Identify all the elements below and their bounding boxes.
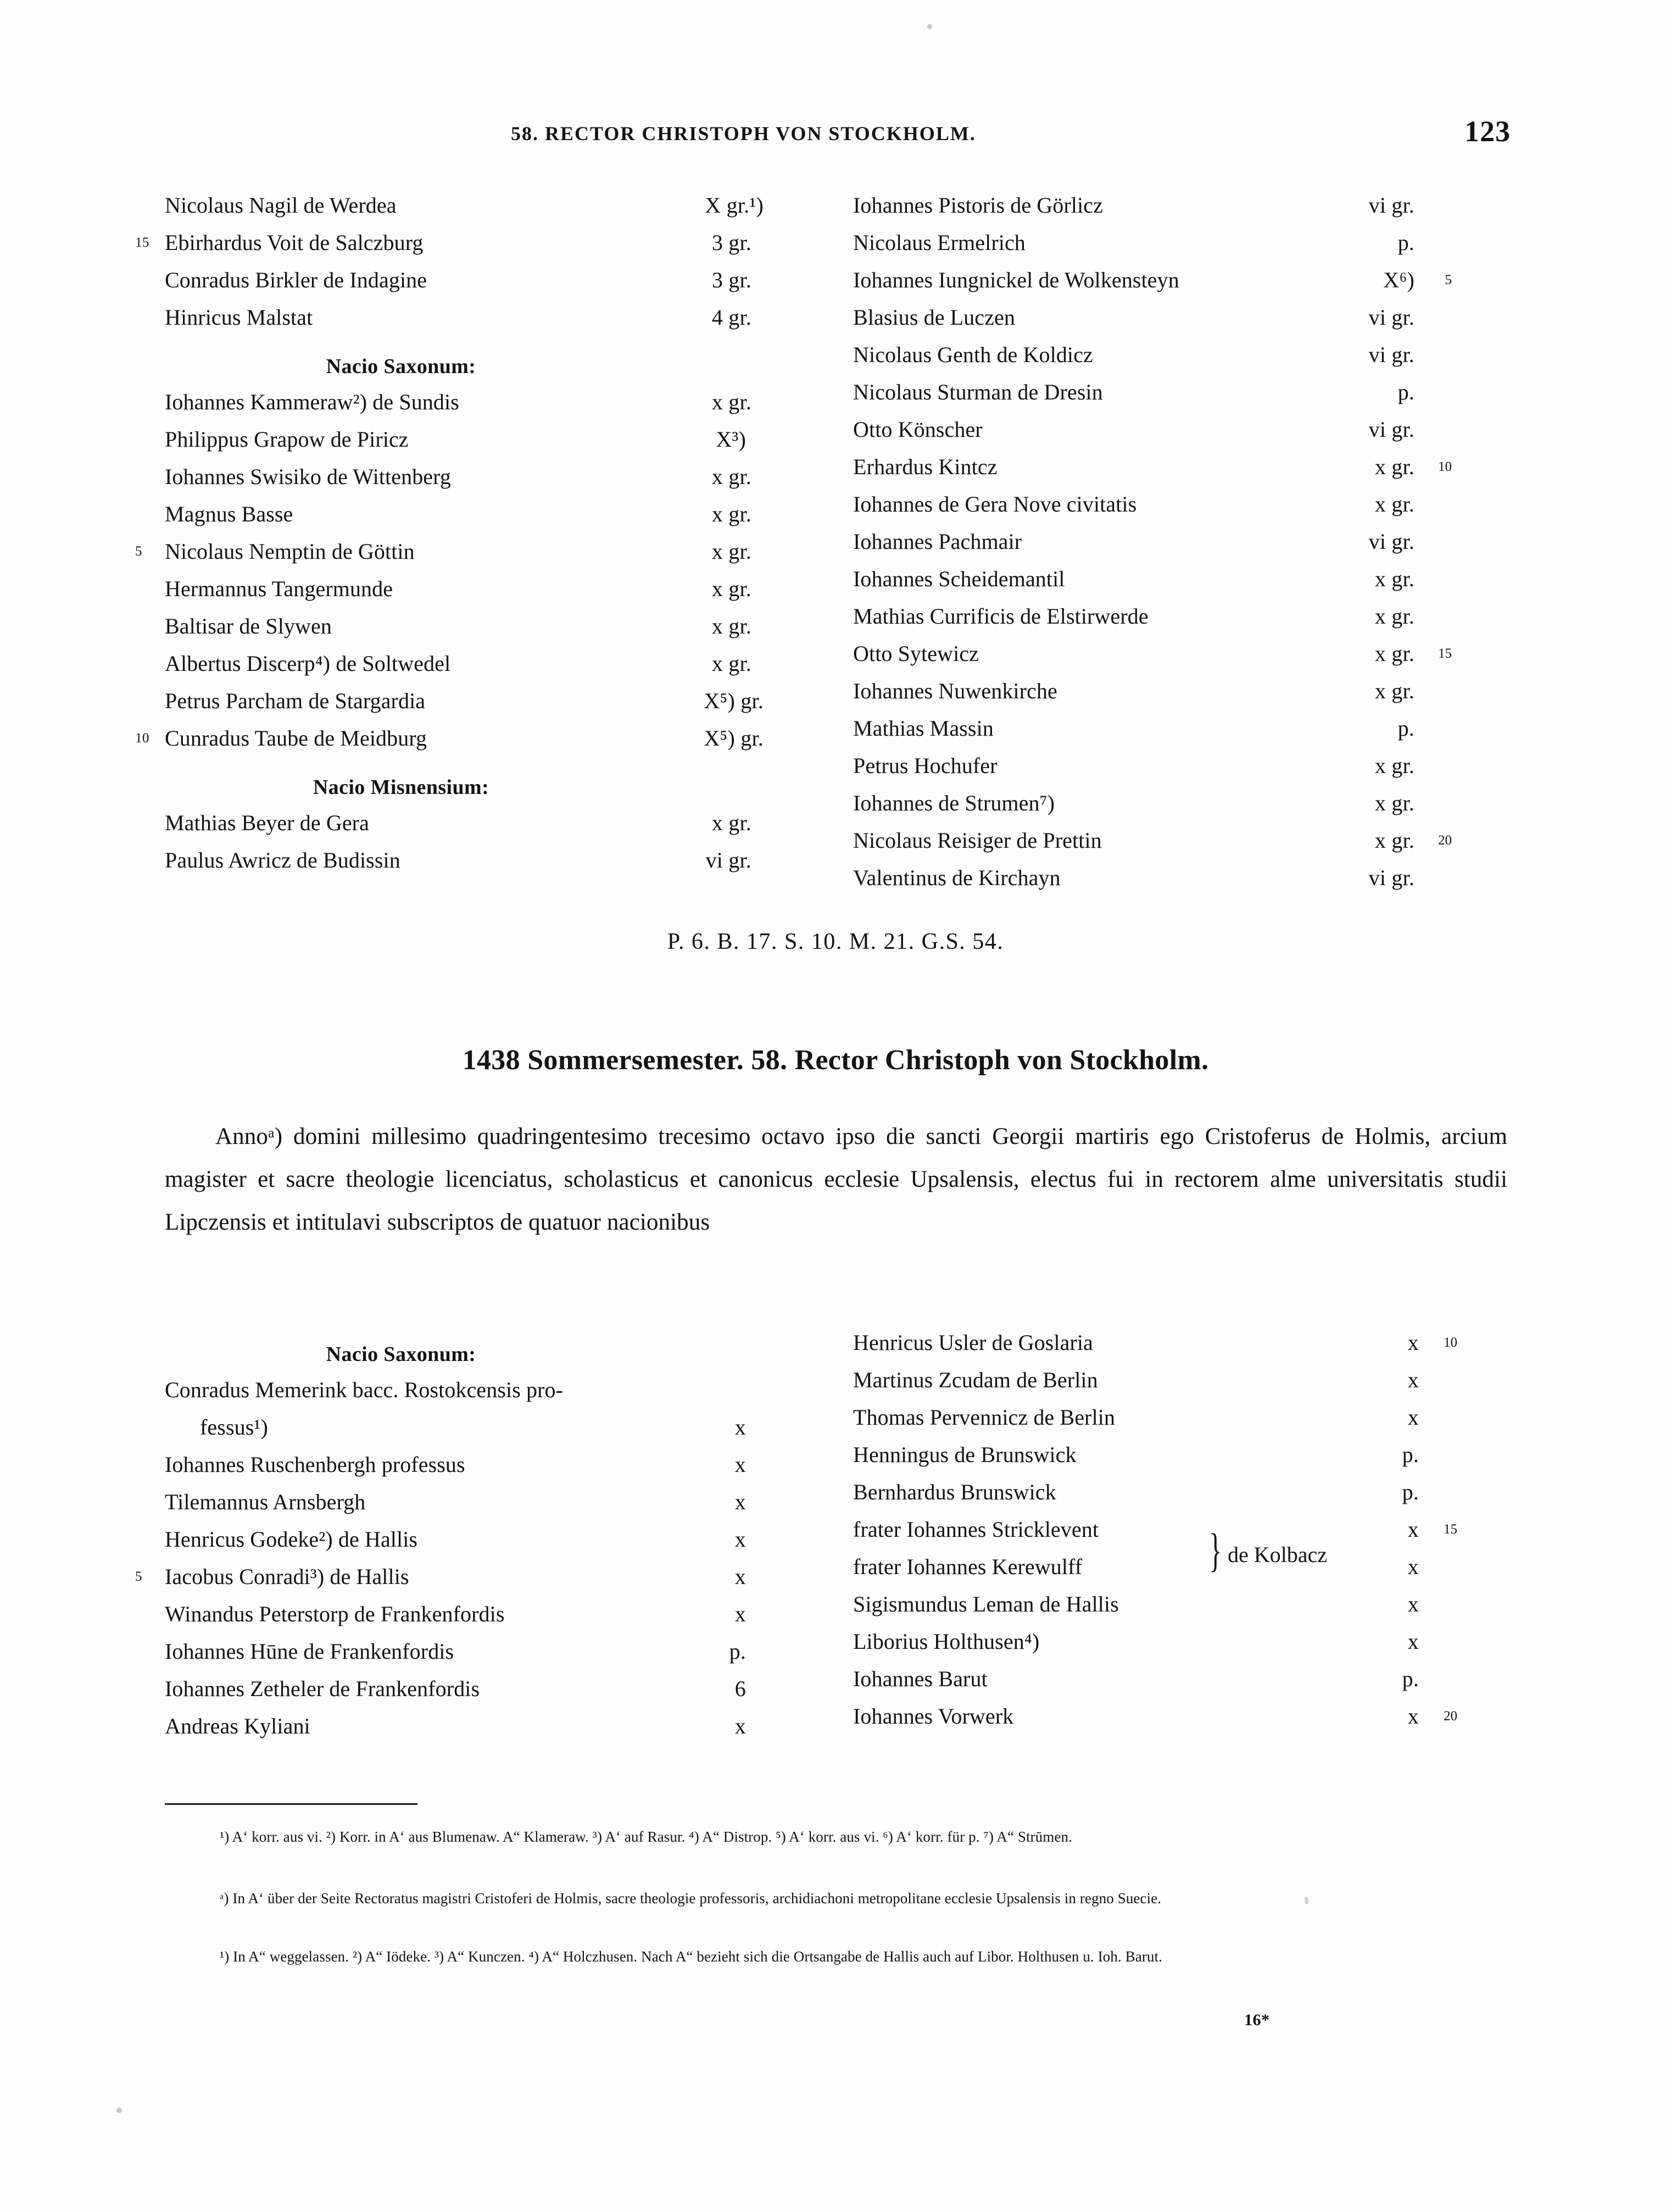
entry-name: Paulus Awricz de Budissin	[165, 848, 400, 872]
nacio-heading-saxonum: Nacio Saxonum:	[326, 355, 476, 378]
entry-amount: x	[734, 1452, 746, 1477]
entry-amount: x	[734, 1564, 746, 1589]
line-number: 5	[135, 1569, 142, 1584]
register-row	[165, 1670, 818, 1708]
entry-name: Nicolaus Reisiger de Prettin	[853, 828, 1102, 853]
line-number: 20	[1444, 1709, 1457, 1724]
register-row	[853, 747, 1507, 785]
entry-name: Hinricus Malstat	[165, 305, 313, 330]
entry-amount: p.	[1402, 1480, 1419, 1504]
entry-amount: vi gr.	[1368, 305, 1414, 330]
entry-amount: 3 gr.	[711, 230, 751, 255]
register-row	[165, 1633, 818, 1670]
line-number: 10	[135, 731, 149, 746]
entry-name: Iohannes Ruschenbergh professus	[165, 1452, 465, 1477]
register-row	[165, 187, 813, 224]
entry-amount: x	[734, 1527, 746, 1552]
entry-name: Mathias Beyer de Gera	[165, 810, 369, 835]
register-row	[165, 384, 813, 421]
register-row	[853, 635, 1507, 673]
entry-name: Iohannes Scheidemantil	[853, 566, 1065, 591]
entry-amount: x	[1407, 1517, 1419, 1542]
line-number: 20	[1438, 833, 1452, 848]
register-row	[853, 822, 1507, 859]
register-row	[165, 1708, 818, 1745]
register1-left-column	[135, 187, 813, 879]
entry-amount: 6	[734, 1676, 746, 1701]
entry-amount: x	[734, 1714, 746, 1738]
register-row	[135, 533, 813, 570]
register-row	[165, 1596, 818, 1633]
register-row	[853, 1474, 1507, 1511]
register-row	[853, 1361, 1507, 1399]
entry-name: Liborius Holthusen⁴)	[853, 1629, 1040, 1654]
entry-name: Magnus Basse	[165, 502, 293, 526]
line-number: 15	[135, 235, 149, 250]
paragraph-text: Annoᵃ) domini millesimo quadringentesimo trecesimo octavo ipso die sancti Georgii martiris ego Cristoferus de Holmis, arcium magister et sacre theologie licenciatus, scholasticus et canonicus ecclesie Upsalensis, electus fui in rectorem alme universitatis studii Lipczensis et intitulavi subscriptos de quatuor nacionibus	[165, 1124, 1507, 1235]
entry-amount: x gr.	[711, 464, 751, 489]
entry-name: Nicolaus Nagil de Werdea	[165, 193, 397, 218]
entry-name: Thomas Pervennicz de Berlin	[853, 1405, 1115, 1430]
entry-amount: x gr.	[711, 390, 751, 414]
entry-amount: X³)	[716, 427, 746, 452]
scan-speck	[1305, 1897, 1308, 1904]
line-number: 5	[1445, 273, 1452, 287]
entry-amount: vi gr.	[1368, 865, 1414, 890]
entry-amount: x	[1407, 1629, 1419, 1654]
entry-amount: x gr.	[711, 651, 751, 676]
entry-name-continuation: fessus¹)	[200, 1415, 268, 1440]
running-head-title: 58. RECTOR CHRISTOPH VON STOCKHOLM.	[511, 123, 976, 144]
running-head	[165, 115, 1511, 155]
entry-amount: x gr.	[711, 810, 751, 835]
register-row	[853, 1660, 1507, 1698]
line-number: 10	[1438, 459, 1452, 474]
register2-right-column	[853, 1324, 1507, 1735]
register-row	[165, 645, 813, 682]
entry-name: Nicolaus Sturman de Dresin	[853, 380, 1103, 404]
entry-name: Hermannus Tangermunde	[165, 576, 393, 601]
entry-name: Ebirhardus Voit de Salczburg	[165, 230, 424, 255]
entry-amount: vi gr.	[1368, 417, 1414, 442]
entry-name: Henningus de Brunswick	[853, 1442, 1077, 1467]
entry-amount: 4 gr.	[711, 305, 751, 330]
register-row	[165, 421, 813, 458]
entry-amount: x gr.	[1374, 492, 1414, 516]
entry-name: Mathias Currificis de Elstirwerde	[853, 604, 1149, 629]
footnote-numbered-block	[165, 1824, 1507, 1849]
register-row	[853, 374, 1507, 411]
entry-amount: x	[1407, 1554, 1419, 1579]
entry-amount: x gr.	[1374, 454, 1414, 479]
entry-amount: x gr.	[1374, 753, 1414, 778]
entry-name: Albertus Discerp⁴) de Soltwedel	[165, 651, 451, 676]
entry-name: frater Iohannes Kerewulff	[853, 1554, 1083, 1579]
entry-amount: vi gr.	[705, 848, 751, 872]
register-row	[853, 673, 1507, 710]
entry-amount: x	[1407, 1592, 1419, 1616]
entry-name: Bernhardus Brunswick	[853, 1480, 1056, 1504]
scan-speck	[927, 24, 932, 29]
register-row	[165, 262, 813, 299]
register-row	[853, 299, 1507, 336]
register-row	[853, 785, 1507, 822]
entry-name: Nicolaus Ermelrich	[853, 230, 1026, 255]
line-number: 10	[1444, 1335, 1457, 1350]
footnote-numbered-block-2	[165, 1944, 1507, 1969]
entry-amount: x gr.	[711, 576, 751, 601]
register-row	[165, 804, 813, 842]
entry-name: Conradus Birkler de Indagine	[165, 268, 427, 292]
entry-name: Cunradus Taube de Meidburg	[165, 726, 427, 751]
entry-amount: p.	[1397, 380, 1414, 404]
register-row	[165, 1521, 818, 1558]
register-row	[165, 1483, 818, 1521]
register-row	[853, 598, 1507, 635]
entry-amount: X⁶)	[1383, 268, 1414, 292]
entry-amount: x gr.	[711, 539, 751, 564]
entry-name: Nicolaus Nemptin de Göttin	[165, 539, 415, 564]
entry-amount: p.	[1402, 1666, 1419, 1691]
register-row	[853, 523, 1507, 560]
entry-amount: x gr.	[1374, 641, 1414, 666]
entry-name: Henricus Usler de Goslaria	[853, 1330, 1093, 1355]
page-number: 123	[1464, 115, 1511, 148]
register-row	[165, 1371, 818, 1409]
entry-amount: p.	[1397, 716, 1414, 741]
entry-amount: x gr.	[1374, 828, 1414, 853]
entry-amount: x gr.	[1374, 566, 1414, 591]
grouping-brace-icon: }	[1209, 1524, 1222, 1576]
line-number: 5	[135, 544, 142, 559]
register-row	[853, 859, 1507, 897]
register2-left-column	[135, 1324, 818, 1745]
register-row	[853, 1623, 1507, 1660]
register-row	[853, 224, 1507, 262]
totals-line: P. 6. B. 17. S. 10. M. 21. G.S. 54.	[667, 929, 1004, 954]
register-row	[135, 224, 813, 262]
entry-amount: x gr.	[711, 614, 751, 638]
entry-name: Andreas Kyliani	[165, 1714, 310, 1738]
section-heading: 1438 Sommersemester. 58. Rector Christoph von Stockholm.	[462, 1044, 1209, 1076]
entry-amount: x	[734, 1415, 746, 1440]
entry-name: Iohannes de Strumen⁷)	[853, 791, 1055, 815]
entry-amount: x	[734, 1490, 746, 1514]
nacio-heading-saxonum-2: Nacio Saxonum:	[326, 1343, 476, 1366]
entry-name: Mathias Massin	[853, 716, 994, 741]
entry-name: Iohannes Swisiko de Wittenberg	[165, 464, 451, 489]
register-row	[135, 720, 813, 757]
register-row	[165, 570, 813, 608]
entry-amount: p.	[1402, 1442, 1419, 1467]
entry-name: Valentinus de Kirchayn	[853, 865, 1061, 890]
register-row	[853, 411, 1507, 448]
entry-amount: X⁵) gr.	[704, 726, 764, 751]
register-row	[853, 448, 1507, 486]
entry-amount: x	[1407, 1330, 1419, 1355]
entry-amount: p.	[1397, 230, 1414, 255]
register-row	[853, 1436, 1507, 1474]
entry-name: Tilemannus Arnsbergh	[165, 1490, 366, 1514]
entry-amount: X gr.¹)	[705, 193, 764, 218]
entry-amount: X⁵) gr.	[704, 688, 764, 713]
entry-name: Martinus Zcudam de Berlin	[853, 1368, 1098, 1392]
register1-right-column	[853, 187, 1507, 897]
entry-name: Philippus Grapow de Piricz	[165, 427, 409, 452]
entry-amount: 3 gr.	[711, 268, 751, 292]
section-paragraph	[165, 1115, 1507, 1244]
footnote-rule	[165, 1803, 417, 1805]
register-row	[853, 1511, 1507, 1548]
entry-amount: x	[1407, 1704, 1419, 1729]
register-row	[853, 486, 1507, 523]
entry-amount: x	[1407, 1368, 1419, 1392]
register-row	[165, 496, 813, 533]
register-row	[853, 1548, 1507, 1586]
entry-amount: p.	[729, 1639, 746, 1664]
entry-name: Iohannes Nuwenkirche	[853, 679, 1057, 703]
register-row	[853, 336, 1507, 374]
entry-name: frater Iohannes Stricklevent	[853, 1517, 1099, 1542]
entry-name: Baltisar de Slywen	[165, 614, 332, 638]
entry-name: Blasius de Luczen	[853, 305, 1015, 330]
entry-amount: vi gr.	[1368, 529, 1414, 554]
entry-name: Iohannes Iungnickel de Wolkensteyn	[853, 268, 1179, 292]
register-row	[853, 187, 1507, 224]
line-number: 15	[1438, 646, 1452, 661]
register-row-continuation	[165, 1409, 818, 1446]
register-row	[853, 710, 1507, 747]
entry-amount: x gr.	[1374, 604, 1414, 629]
footnote-text: ᵃ) In A‘ über der Seite Rectoratus magistri Cristoferi de Holmis, sacre theologie professoris, archidiachoni metropolitane ecclesie Upsalensis in regno Suecie.	[220, 1890, 1162, 1907]
register-row	[165, 682, 813, 720]
entry-amount: x gr.	[1374, 791, 1414, 815]
register-row	[853, 1698, 1507, 1735]
entry-name: Iohannes Kammeraw²) de Sundis	[165, 390, 459, 414]
entry-amount: vi gr.	[1368, 193, 1414, 218]
entry-name: Sigismundus Leman de Hallis	[853, 1592, 1119, 1616]
line-number: 15	[1444, 1522, 1457, 1537]
sheet-signature: 16*	[1244, 2011, 1270, 2029]
entry-name: Erhardus Kintcz	[853, 454, 998, 479]
register-row	[853, 1324, 1507, 1361]
entry-name: Iohannes Pachmair	[853, 529, 1022, 554]
entry-amount: x gr.	[1374, 679, 1414, 703]
register-row	[165, 458, 813, 496]
entry-name: Iohannes Zetheler de Frankenfordis	[165, 1676, 480, 1701]
entry-name: Petrus Parcham de Stargardia	[165, 688, 426, 713]
entry-name: Conradus Memerink bacc. Rostokcensis pro-	[165, 1377, 564, 1402]
entry-name: Otto Könscher	[853, 417, 983, 442]
entry-name: Iacobus Conradi³) de Hallis	[165, 1564, 409, 1589]
register-row	[853, 262, 1507, 299]
brace-label: de Kolbacz	[1228, 1542, 1328, 1567]
entry-name: Petrus Hochufer	[853, 753, 998, 778]
scan-speck	[116, 2108, 122, 2113]
nacio-heading-misnensium: Nacio Misnensium:	[313, 776, 489, 799]
entry-amount: vi gr.	[1368, 342, 1414, 367]
entry-amount: x	[1407, 1405, 1419, 1430]
register-row	[853, 560, 1507, 598]
entry-name: Iohannes Vorwerk	[853, 1704, 1014, 1729]
entry-name: Iohannes de Gera Nove civitatis	[853, 492, 1137, 516]
register-row	[165, 1446, 818, 1483]
entry-name: Iohannes Barut	[853, 1666, 988, 1691]
entry-amount: x	[734, 1602, 746, 1626]
entry-name: Winandus Peterstorp de Frankenfordis	[165, 1602, 505, 1626]
register-row	[135, 1558, 818, 1596]
register-row	[165, 842, 813, 879]
entry-name: Iohannes Pistoris de Görlicz	[853, 193, 1103, 218]
entry-name: Nicolaus Genth de Koldicz	[853, 342, 1093, 367]
footnote-text: ¹) A‘ korr. aus vi. ²) Korr. in A‘ aus Blumenaw. A“ Klameraw. ³) A‘ auf Rasur. ⁴) A“ Distrop. ⁵) A‘ korr. aus vi. ⁶) A‘ korr. für p. ⁷) A“ Strūmen.	[220, 1828, 1072, 1845]
register-row	[853, 1586, 1507, 1623]
entry-name: Iohannes Hūne de Frankenfordis	[165, 1639, 454, 1664]
entry-name: Otto Sytewicz	[853, 641, 979, 666]
footnote-text: ¹) In A“ weggelassen. ²) A“ Iödeke. ³) A“ Kunczen. ⁴) A“ Holczhusen. Nach A“ bezieht sich die Ortsangabe de Hallis auch auf Libor. Holthusen u. Ioh. Barut.	[220, 1948, 1162, 1965]
register-row	[853, 1399, 1507, 1436]
entry-name: Henricus Godeke²) de Hallis	[165, 1527, 418, 1552]
entry-amount: x gr.	[711, 502, 751, 526]
register-row	[165, 299, 813, 336]
register-row	[165, 608, 813, 645]
